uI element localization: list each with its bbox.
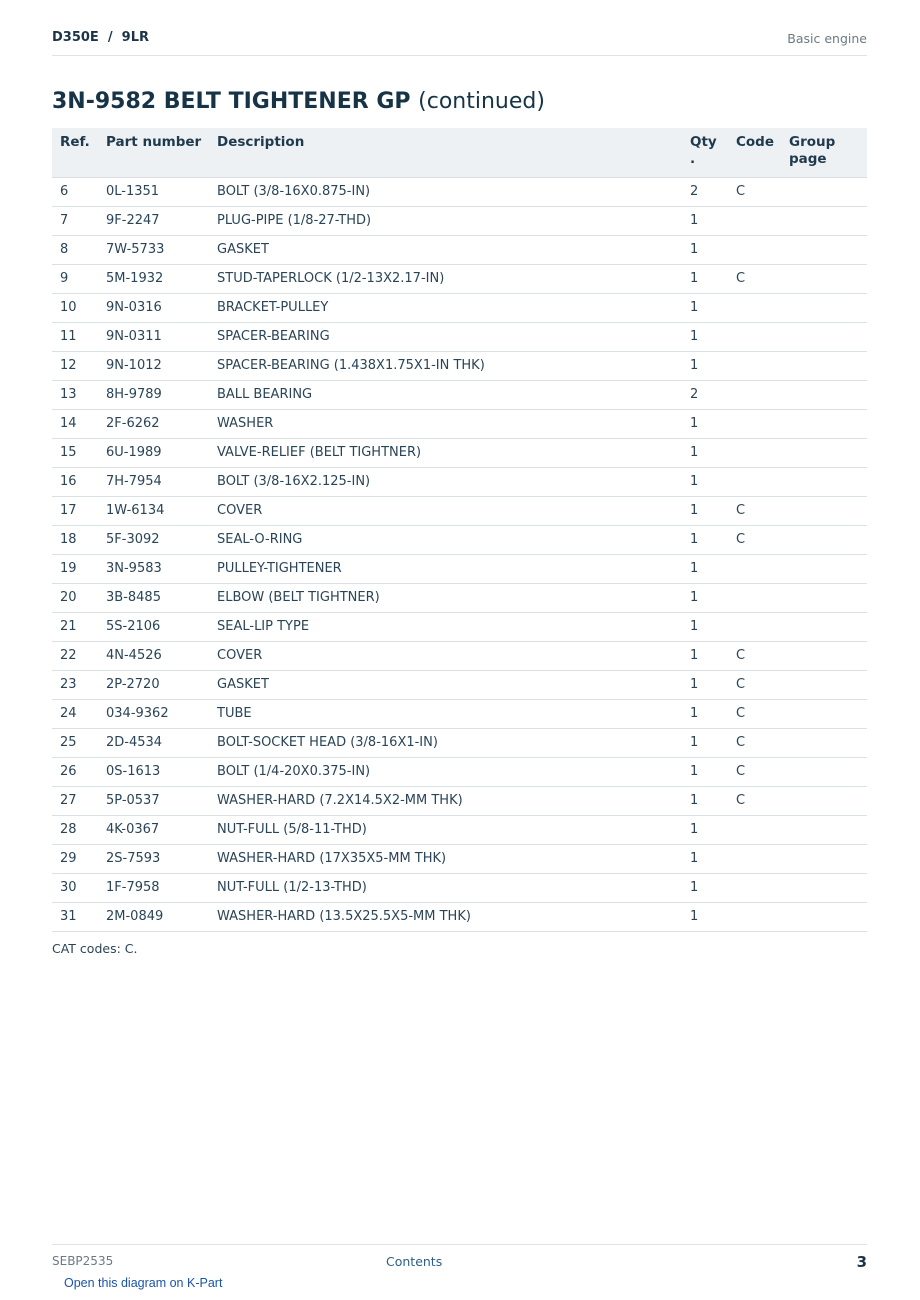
code-cell: C [728,525,781,554]
code-cell [728,873,781,902]
description-cell: BOLT (1/4-20X0.375-IN) [209,757,682,786]
description-cell: SPACER-BEARING (1.438X1.75X1-IN THK) [209,351,682,380]
model-label: D350E / 9LR [52,30,149,45]
qty-cell: 1 [682,438,728,467]
part-number-cell: 9N-1012 [98,351,209,380]
ref-cell: 13 [52,380,98,409]
ref-cell: 22 [52,641,98,670]
qty-cell: 1 [682,409,728,438]
part-number-cell: 4K-0367 [98,815,209,844]
group-page-cell [781,496,867,525]
description-cell: WASHER-HARD (17X35X5-MM THK) [209,844,682,873]
ref-cell: 15 [52,438,98,467]
qty-cell: 2 [682,177,728,206]
code-cell [728,844,781,873]
group-page-cell [781,525,867,554]
group-page-cell [781,583,867,612]
group-page-cell [781,612,867,641]
qty-cell: 1 [682,786,728,815]
header-part-number: Part number [98,128,209,177]
description-cell: GASKET [209,235,682,264]
qty-cell: 1 [682,641,728,670]
open-diagram-link[interactable]: Open this diagram on K-Part [64,1276,223,1290]
group-page-cell [781,467,867,496]
table-row [52,293,867,322]
table-row [52,786,867,815]
qty-cell: 1 [682,844,728,873]
description-cell: STUD-TAPERLOCK (1/2-13X2.17-IN) [209,264,682,293]
group-page-cell [781,177,867,206]
description-cell: WASHER-HARD (7.2X14.5X2-MM THK) [209,786,682,815]
code-cell [728,612,781,641]
part-number-cell: 7H-7954 [98,467,209,496]
group-page-cell [781,554,867,583]
description-cell: GASKET [209,670,682,699]
table-row [52,351,867,380]
parts-table [52,128,867,932]
description-cell: COVER [209,496,682,525]
ref-cell: 18 [52,525,98,554]
description-cell: NUT-FULL (1/2-13-THD) [209,873,682,902]
group-page-cell [781,728,867,757]
description-cell: BALL BEARING [209,380,682,409]
header-description: Description [209,128,682,177]
ref-cell: 17 [52,496,98,525]
group-page-cell [781,351,867,380]
group-page-cell [781,235,867,264]
ref-cell: 8 [52,235,98,264]
ref-cell: 14 [52,409,98,438]
group-page-cell [781,786,867,815]
group-page-cell [781,670,867,699]
group-page-cell [781,844,867,873]
ref-cell: 11 [52,322,98,351]
qty-cell: 1 [682,496,728,525]
table-row [52,206,867,235]
group-page-cell [781,322,867,351]
table-row [52,264,867,293]
table-row [52,641,867,670]
qty-cell: 1 [682,902,728,931]
part-number-cell: 5S-2106 [98,612,209,641]
part-number-cell: 2M-0849 [98,902,209,931]
code-cell: C [728,670,781,699]
code-cell: C [728,496,781,525]
ref-cell: 9 [52,264,98,293]
table-row [52,612,867,641]
description-cell: COVER [209,641,682,670]
qty-cell: 1 [682,583,728,612]
qty-cell: 1 [682,815,728,844]
table-row [52,757,867,786]
code-cell [728,815,781,844]
ref-cell: 31 [52,902,98,931]
code-cell [728,380,781,409]
code-cell: C [728,757,781,786]
qty-cell: 1 [682,612,728,641]
group-page-cell [781,380,867,409]
table-row [52,844,867,873]
group-page-cell [781,409,867,438]
header-group-page: Group page [781,128,867,177]
description-cell: BOLT (3/8-16X0.875-IN) [209,177,682,206]
contents-link[interactable]: Contents [386,1254,443,1269]
description-cell: SPACER-BEARING [209,322,682,351]
ref-cell: 24 [52,699,98,728]
qty-cell: 2 [682,380,728,409]
document-id: SEBP2535 [52,1254,114,1268]
part-number-cell: 5M-1932 [98,264,209,293]
qty-cell: 1 [682,206,728,235]
qty-cell: 1 [682,873,728,902]
group-page-cell [781,438,867,467]
group-page-cell [781,206,867,235]
group-page-cell [781,815,867,844]
part-number-cell: 2D-4534 [98,728,209,757]
table-row [52,525,867,554]
description-cell: NUT-FULL (5/8-11-THD) [209,815,682,844]
part-number-cell: 2F-6262 [98,409,209,438]
group-page-cell [781,293,867,322]
part-number-cell: 2S-7593 [98,844,209,873]
table-row [52,438,867,467]
table-row [52,496,867,525]
code-cell: C [728,264,781,293]
header-qty: Qty . [682,128,728,177]
code-cell: C [728,728,781,757]
part-number-cell: 0S-1613 [98,757,209,786]
ref-cell: 20 [52,583,98,612]
part-number-cell: 2P-2720 [98,670,209,699]
ref-cell: 25 [52,728,98,757]
table-row [52,235,867,264]
part-number-cell: 0L-1351 [98,177,209,206]
group-page-cell [781,757,867,786]
code-cell [728,206,781,235]
section-name: Basic engine [787,31,867,46]
page-footer [52,1244,867,1272]
ref-cell: 21 [52,612,98,641]
code-cell: C [728,786,781,815]
part-number-cell: 9F-2247 [98,206,209,235]
description-cell: BRACKET-PULLEY [209,293,682,322]
table-row [52,902,867,931]
group-page-cell [781,264,867,293]
table-row [52,815,867,844]
ref-cell: 10 [52,293,98,322]
code-cell [728,351,781,380]
table-row [52,728,867,757]
table-row [52,380,867,409]
description-cell: WASHER [209,409,682,438]
code-cell [728,322,781,351]
description-cell: PULLEY-TIGHTENER [209,554,682,583]
part-number-cell: 8H-9789 [98,380,209,409]
code-cell: C [728,699,781,728]
header-code: Code [728,128,781,177]
qty-cell: 1 [682,728,728,757]
ref-cell: 26 [52,757,98,786]
part-number-cell: 6U-1989 [98,438,209,467]
part-number-cell: 5F-3092 [98,525,209,554]
table-row [52,670,867,699]
ref-cell: 27 [52,786,98,815]
part-number-cell: 7W-5733 [98,235,209,264]
qty-cell: 1 [682,670,728,699]
description-cell: BOLT-SOCKET HEAD (3/8-16X1-IN) [209,728,682,757]
ref-cell: 16 [52,467,98,496]
code-cell [728,409,781,438]
ref-cell: 19 [52,554,98,583]
code-cell [728,235,781,264]
qty-cell: 1 [682,322,728,351]
code-cell [728,902,781,931]
qty-cell: 1 [682,699,728,728]
code-cell [728,583,781,612]
ref-cell: 29 [52,844,98,873]
description-cell: SEAL-LIP TYPE [209,612,682,641]
qty-cell: 1 [682,293,728,322]
qty-cell: 1 [682,264,728,293]
description-cell: WASHER-HARD (13.5X25.5X5-MM THK) [209,902,682,931]
group-page-cell [781,902,867,931]
ref-cell: 28 [52,815,98,844]
ref-cell: 12 [52,351,98,380]
description-cell: SEAL-O-RING [209,525,682,554]
table-row [52,583,867,612]
table-row [52,177,867,206]
code-cell [728,293,781,322]
qty-cell: 1 [682,467,728,496]
code-cell [728,554,781,583]
cat-codes-note: CAT codes: C. [52,941,138,956]
table-row [52,699,867,728]
table-row [52,409,867,438]
part-number-cell: 1W-6134 [98,496,209,525]
table-row [52,322,867,351]
code-cell: C [728,177,781,206]
code-cell [728,467,781,496]
qty-cell: 1 [682,525,728,554]
group-page-cell [781,873,867,902]
page-number: 3 [856,1253,867,1271]
parts-table-body [52,177,867,931]
part-number-cell: 9N-0311 [98,322,209,351]
group-page-cell [781,641,867,670]
title-main: 3N-9582 BELT TIGHTENER GP [52,89,411,114]
header-ref: Ref. [52,128,98,177]
part-number-cell: 3B-8485 [98,583,209,612]
part-number-cell: 9N-0316 [98,293,209,322]
part-number-cell: 3N-9583 [98,554,209,583]
table-row [52,873,867,902]
group-page-cell [781,699,867,728]
code-cell [728,438,781,467]
title-suffix: (continued) [418,89,545,114]
part-number-cell: 1F-7958 [98,873,209,902]
qty-cell: 1 [682,351,728,380]
part-number-cell: 5P-0537 [98,786,209,815]
ref-cell: 30 [52,873,98,902]
description-cell: VALVE-RELIEF (BELT TIGHTNER) [209,438,682,467]
description-cell: TUBE [209,699,682,728]
table-row [52,554,867,583]
code-cell: C [728,641,781,670]
ref-cell: 7 [52,206,98,235]
qty-cell: 1 [682,235,728,264]
table-header-row [52,128,867,177]
part-number-cell: 034-9362 [98,699,209,728]
qty-cell: 1 [682,757,728,786]
page-title [52,89,545,114]
part-number-cell: 4N-4526 [98,641,209,670]
description-cell: BOLT (3/8-16X2.125-IN) [209,467,682,496]
table-row [52,467,867,496]
description-cell: ELBOW (BELT TIGHTNER) [209,583,682,612]
description-cell: PLUG-PIPE (1/8-27-THD) [209,206,682,235]
ref-cell: 6 [52,177,98,206]
ref-cell: 23 [52,670,98,699]
page-header [52,28,867,56]
qty-cell: 1 [682,554,728,583]
